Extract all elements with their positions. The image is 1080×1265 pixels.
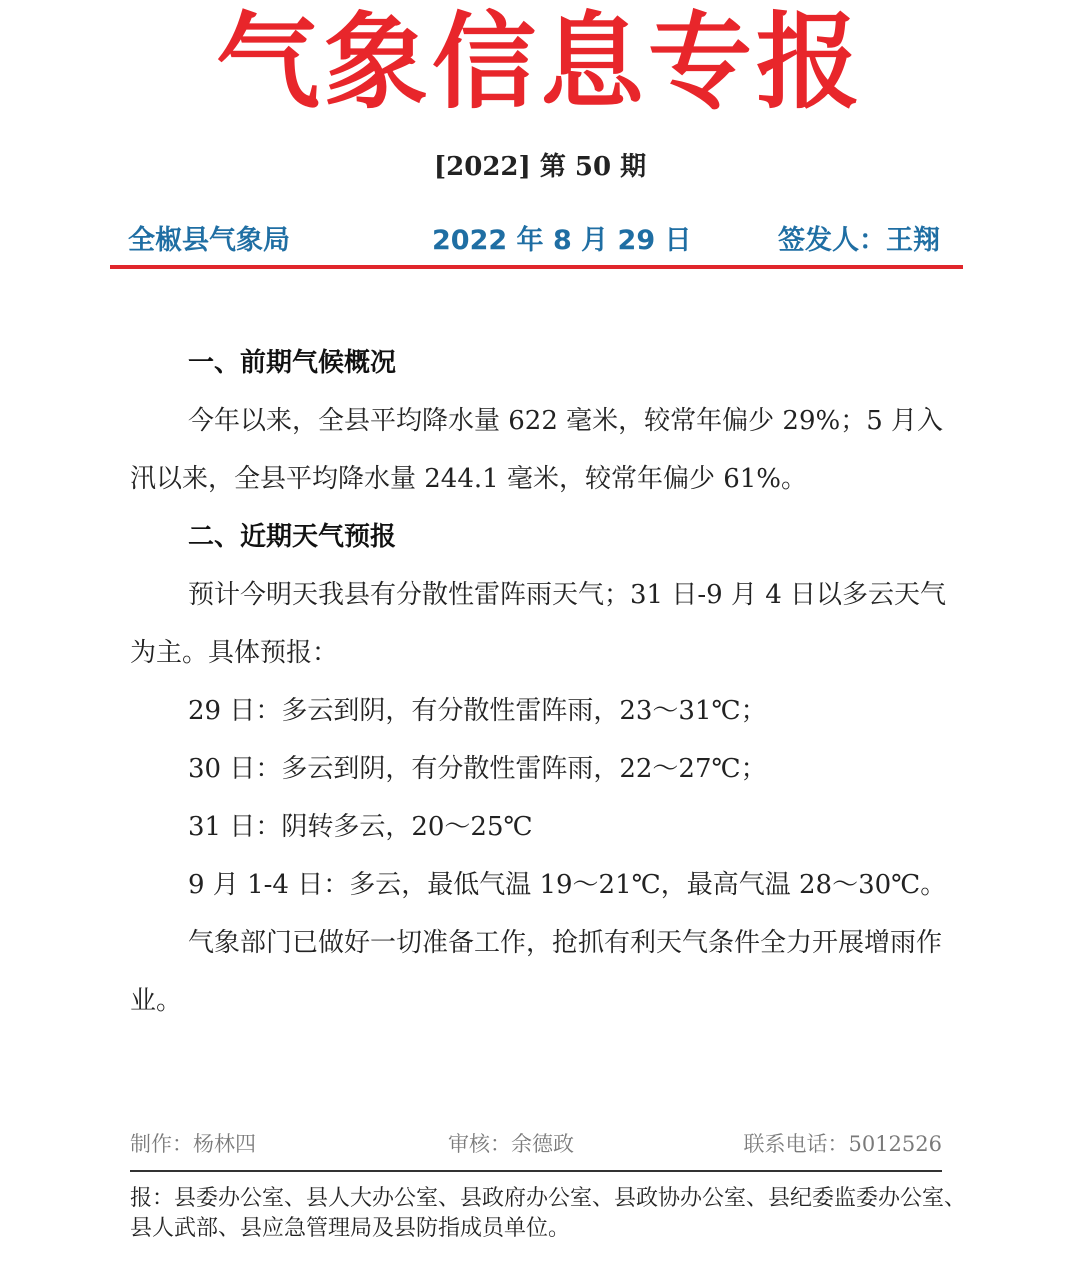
section-2-title: 二、近期天气预报 xyxy=(188,522,397,552)
section-2-intro: 预计今明天我县有分散性雷阵雨天气；31 日-9 月 4 日以多云天气为主。具体预报： xyxy=(130,580,947,668)
forecast-item: 30 日：多云到阴，有分散性雷阵雨，22～27℃； xyxy=(188,754,767,784)
forecast-item: 29 日：多云到阴，有分散性雷阵雨，23～31℃； xyxy=(188,696,767,726)
contact-phone: 联系电话：5012526 xyxy=(743,1132,942,1156)
reviewer: 审核：余德政 xyxy=(448,1132,574,1156)
issue-number: [2022] 第 50 期 xyxy=(433,152,647,182)
header-divider xyxy=(110,265,963,269)
footer-divider xyxy=(130,1170,942,1172)
signer: 签发人：王翔 xyxy=(778,225,940,256)
section-1-title: 一、前期气候概况 xyxy=(188,348,397,378)
masthead-title: 气象信息专报 xyxy=(215,1,864,123)
section-2-closing: 气象部门已做好一切准备工作，抢抓有利天气条件全力开展增雨作业。 xyxy=(130,928,943,1016)
issue-date: 2022 年 8 月 29 日 xyxy=(432,225,692,256)
distribution-list: 报：县委办公室、县人大办公室、县政府办公室、县政协办公室、县纪委监委办公室、县人武部、县应急管理局及县防指成员单位。 xyxy=(130,1186,967,1241)
document-body xyxy=(130,334,960,1030)
forecast-item: 9 月 1-4 日：多云，最低气温 19～21℃，最高气温 28～30℃。 xyxy=(188,870,947,900)
header-meta-row xyxy=(128,218,940,258)
forecast-item: 31 日：阴转多云，20～25℃ xyxy=(188,812,533,842)
footer-credits xyxy=(130,1128,942,1160)
section-1-body: 今年以来，全县平均降水量 622 毫米，较常年偏少 29%；5 月入汛以来，全县平均降水量 244.1 毫米，较常年偏少 61%。 xyxy=(130,406,944,494)
issuer: 全椒县气象局 xyxy=(128,225,290,256)
maker: 制作：杨林四 xyxy=(130,1132,256,1156)
